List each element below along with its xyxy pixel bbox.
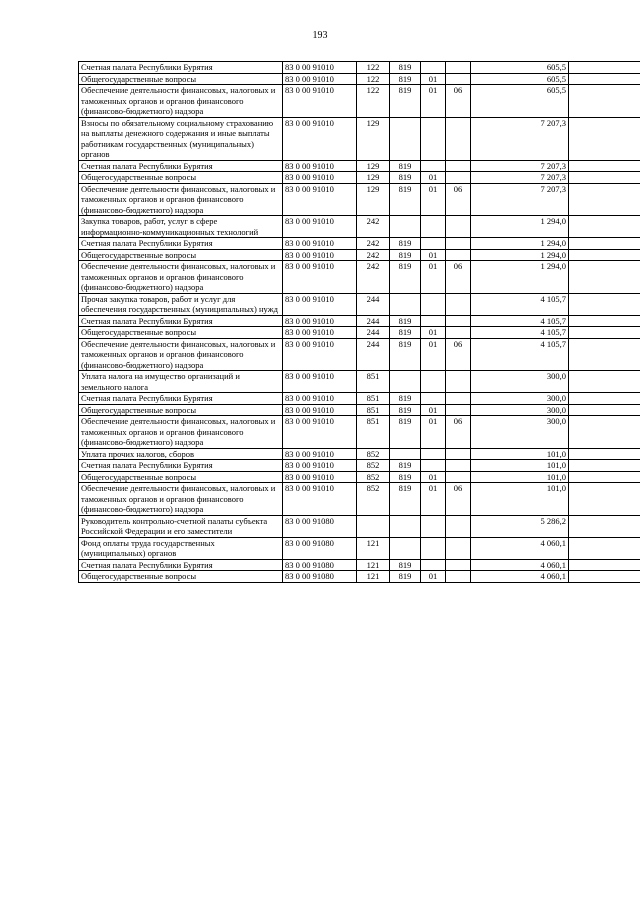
- row-rz-cell: 01: [421, 571, 446, 583]
- row-csr-cell: 83 0 00 91010: [283, 249, 357, 261]
- row-prz-cell: 06: [446, 183, 471, 216]
- row-adm-cell: 819: [390, 183, 421, 216]
- row-vr-cell: 852: [357, 483, 390, 516]
- row-csr-cell: 83 0 00 91080: [283, 537, 357, 559]
- table-row: [79, 483, 640, 516]
- row-vr-cell: 852: [357, 460, 390, 472]
- row-prz-cell: [446, 537, 471, 559]
- table-row: [79, 117, 640, 160]
- table-row: [79, 338, 640, 371]
- row-rz-cell: 01: [421, 483, 446, 516]
- row-empty-cell: [569, 117, 640, 160]
- row-csr-cell: 83 0 00 91010: [283, 404, 357, 416]
- row-sum-cell: 4 105,7: [471, 338, 569, 371]
- row-rz-cell: 01: [421, 327, 446, 339]
- row-csr-cell: 83 0 00 91010: [283, 172, 357, 184]
- row-rz-cell: [421, 160, 446, 172]
- row-adm-cell: 819: [390, 460, 421, 472]
- table-row: [79, 515, 640, 537]
- row-vr-cell: 121: [357, 571, 390, 583]
- row-prz-cell: [446, 404, 471, 416]
- row-name-cell: Закупка товаров, работ, услуг в сфере информационно-коммуникационных технологий: [79, 216, 283, 238]
- row-rz-cell: 01: [421, 73, 446, 85]
- row-name-cell: Общегосударственные вопросы: [79, 73, 283, 85]
- table-row: [79, 571, 640, 583]
- row-rz-cell: [421, 238, 446, 250]
- row-adm-cell: [390, 216, 421, 238]
- row-adm-cell: [390, 117, 421, 160]
- row-rz-cell: [421, 515, 446, 537]
- row-rz-cell: [421, 293, 446, 315]
- row-empty-cell: [569, 460, 640, 472]
- row-adm-cell: [390, 371, 421, 393]
- row-name-cell: Прочая закупка товаров, работ и услуг для обеспечения государственных (муниципальных) нужд: [79, 293, 283, 315]
- row-prz-cell: [446, 460, 471, 472]
- row-sum-cell: 1 294,0: [471, 238, 569, 250]
- table-row: [79, 416, 640, 449]
- row-prz-cell: [446, 73, 471, 85]
- row-vr-cell: 129: [357, 183, 390, 216]
- row-csr-cell: 83 0 00 91010: [283, 471, 357, 483]
- row-empty-cell: [569, 85, 640, 118]
- row-rz-cell: [421, 315, 446, 327]
- row-sum-cell: 4 105,7: [471, 315, 569, 327]
- row-csr-cell: 83 0 00 91010: [283, 448, 357, 460]
- row-name-cell: Общегосударственные вопросы: [79, 471, 283, 483]
- row-rz-cell: 01: [421, 261, 446, 294]
- row-name-cell: Общегосударственные вопросы: [79, 327, 283, 339]
- row-csr-cell: 83 0 00 91010: [283, 73, 357, 85]
- row-csr-cell: 83 0 00 91010: [283, 261, 357, 294]
- row-vr-cell: 851: [357, 404, 390, 416]
- budget-table: [78, 61, 640, 583]
- row-prz-cell: [446, 393, 471, 405]
- row-vr-cell: 129: [357, 160, 390, 172]
- row-csr-cell: 83 0 00 91080: [283, 515, 357, 537]
- row-rz-cell: [421, 216, 446, 238]
- row-empty-cell: [569, 559, 640, 571]
- row-csr-cell: 83 0 00 91010: [283, 315, 357, 327]
- page-number: 193: [312, 30, 328, 41]
- row-name-cell: Общегосударственные вопросы: [79, 172, 283, 184]
- row-adm-cell: [390, 448, 421, 460]
- row-empty-cell: [569, 160, 640, 172]
- row-csr-cell: 83 0 00 91010: [283, 216, 357, 238]
- table-row: [79, 537, 640, 559]
- table-row: [79, 293, 640, 315]
- row-empty-cell: [569, 515, 640, 537]
- row-csr-cell: 83 0 00 91010: [283, 416, 357, 449]
- row-empty-cell: [569, 216, 640, 238]
- row-sum-cell: 605,5: [471, 85, 569, 118]
- row-empty-cell: [569, 448, 640, 460]
- row-rz-cell: [421, 62, 446, 74]
- row-vr-cell: 129: [357, 172, 390, 184]
- row-adm-cell: 819: [390, 85, 421, 118]
- row-adm-cell: [390, 515, 421, 537]
- row-vr-cell: 122: [357, 73, 390, 85]
- row-vr-cell: 851: [357, 416, 390, 449]
- row-vr-cell: 244: [357, 293, 390, 315]
- table-row: [79, 238, 640, 250]
- row-rz-cell: [421, 371, 446, 393]
- table-row: [79, 327, 640, 339]
- row-csr-cell: 83 0 00 91010: [283, 183, 357, 216]
- row-rz-cell: 01: [421, 85, 446, 118]
- table-row: [79, 448, 640, 460]
- row-prz-cell: [446, 249, 471, 261]
- row-sum-cell: 101,0: [471, 471, 569, 483]
- row-rz-cell: [421, 559, 446, 571]
- row-csr-cell: 83 0 00 91080: [283, 559, 357, 571]
- row-sum-cell: 4 105,7: [471, 327, 569, 339]
- row-empty-cell: [569, 393, 640, 405]
- row-prz-cell: [446, 559, 471, 571]
- row-rz-cell: [421, 448, 446, 460]
- row-vr-cell: 851: [357, 393, 390, 405]
- row-name-cell: Обеспечение деятельности финансовых, налоговых и таможенных органов и органов финансового (финансово-бюджетного) надзора: [79, 183, 283, 216]
- row-vr-cell: 244: [357, 327, 390, 339]
- row-prz-cell: [446, 327, 471, 339]
- row-prz-cell: [446, 448, 471, 460]
- table-row: [79, 85, 640, 118]
- row-rz-cell: 01: [421, 338, 446, 371]
- row-adm-cell: 819: [390, 416, 421, 449]
- row-prz-cell: [446, 117, 471, 160]
- row-rz-cell: [421, 537, 446, 559]
- budget-table-body: [79, 62, 640, 583]
- row-prz-cell: 06: [446, 261, 471, 294]
- row-adm-cell: 819: [390, 62, 421, 74]
- row-name-cell: Счетная палата Республики Бурятия: [79, 460, 283, 472]
- row-csr-cell: 83 0 00 91010: [283, 160, 357, 172]
- row-vr-cell: 242: [357, 216, 390, 238]
- row-vr-cell: 852: [357, 471, 390, 483]
- row-name-cell: Общегосударственные вопросы: [79, 571, 283, 583]
- row-name-cell: Счетная палата Республики Бурятия: [79, 393, 283, 405]
- table-row: [79, 460, 640, 472]
- row-name-cell: Обеспечение деятельности финансовых, налоговых и таможенных органов и органов финансового (финансово-бюджетного) надзора: [79, 416, 283, 449]
- row-adm-cell: 819: [390, 261, 421, 294]
- row-adm-cell: 819: [390, 571, 421, 583]
- row-empty-cell: [569, 172, 640, 184]
- row-vr-cell: 121: [357, 537, 390, 559]
- row-rz-cell: [421, 393, 446, 405]
- row-name-cell: Обеспечение деятельности финансовых, налоговых и таможенных органов и органов финансового (финансово-бюджетного) надзора: [79, 338, 283, 371]
- row-empty-cell: [569, 315, 640, 327]
- row-sum-cell: 7 207,3: [471, 183, 569, 216]
- row-sum-cell: 300,0: [471, 393, 569, 405]
- row-sum-cell: 1 294,0: [471, 261, 569, 294]
- row-sum-cell: 300,0: [471, 371, 569, 393]
- row-empty-cell: [569, 238, 640, 250]
- row-prz-cell: [446, 62, 471, 74]
- row-name-cell: Счетная палата Республики Бурятия: [79, 559, 283, 571]
- row-name-cell: Руководитель контрольно-счетной палаты субъекта Российской Федерации и его заместители: [79, 515, 283, 537]
- row-vr-cell: 244: [357, 338, 390, 371]
- row-empty-cell: [569, 183, 640, 216]
- row-prz-cell: 06: [446, 416, 471, 449]
- row-rz-cell: 01: [421, 183, 446, 216]
- row-csr-cell: 83 0 00 91010: [283, 327, 357, 339]
- row-rz-cell: [421, 460, 446, 472]
- row-vr-cell: 122: [357, 85, 390, 118]
- row-empty-cell: [569, 249, 640, 261]
- row-rz-cell: 01: [421, 416, 446, 449]
- row-rz-cell: 01: [421, 249, 446, 261]
- row-empty-cell: [569, 73, 640, 85]
- row-prz-cell: [446, 172, 471, 184]
- row-empty-cell: [569, 338, 640, 371]
- row-sum-cell: 101,0: [471, 448, 569, 460]
- row-rz-cell: 01: [421, 471, 446, 483]
- row-adm-cell: 819: [390, 238, 421, 250]
- row-prz-cell: [446, 571, 471, 583]
- row-vr-cell: 244: [357, 315, 390, 327]
- row-csr-cell: 83 0 00 91010: [283, 85, 357, 118]
- row-csr-cell: 83 0 00 91010: [283, 293, 357, 315]
- row-name-cell: Счетная палата Республики Бурятия: [79, 238, 283, 250]
- row-prz-cell: 06: [446, 483, 471, 516]
- row-prz-cell: [446, 371, 471, 393]
- row-sum-cell: 605,5: [471, 73, 569, 85]
- row-csr-cell: 83 0 00 91010: [283, 371, 357, 393]
- row-vr-cell: 242: [357, 238, 390, 250]
- table-row: [79, 160, 640, 172]
- row-adm-cell: 819: [390, 393, 421, 405]
- row-sum-cell: 101,0: [471, 483, 569, 516]
- row-rz-cell: 01: [421, 172, 446, 184]
- row-adm-cell: 819: [390, 471, 421, 483]
- table-row: [79, 315, 640, 327]
- table-row: [79, 471, 640, 483]
- row-rz-cell: 01: [421, 404, 446, 416]
- row-sum-cell: 4 060,1: [471, 559, 569, 571]
- table-row: [79, 393, 640, 405]
- row-adm-cell: 819: [390, 73, 421, 85]
- row-name-cell: Общегосударственные вопросы: [79, 404, 283, 416]
- row-vr-cell: 122: [357, 62, 390, 74]
- row-adm-cell: 819: [390, 404, 421, 416]
- row-csr-cell: 83 0 00 91080: [283, 571, 357, 583]
- row-sum-cell: 300,0: [471, 404, 569, 416]
- row-prz-cell: [446, 471, 471, 483]
- row-sum-cell: 5 286,2: [471, 515, 569, 537]
- row-prz-cell: [446, 293, 471, 315]
- row-empty-cell: [569, 293, 640, 315]
- row-name-cell: Счетная палата Республики Бурятия: [79, 160, 283, 172]
- table-row: [79, 261, 640, 294]
- row-prz-cell: [446, 515, 471, 537]
- table-row: [79, 183, 640, 216]
- row-vr-cell: 851: [357, 371, 390, 393]
- row-adm-cell: 819: [390, 172, 421, 184]
- row-empty-cell: [569, 261, 640, 294]
- row-name-cell: Обеспечение деятельности финансовых, налоговых и таможенных органов и органов финансового (финансово-бюджетного) надзора: [79, 85, 283, 118]
- row-sum-cell: 101,0: [471, 460, 569, 472]
- row-csr-cell: 83 0 00 91010: [283, 117, 357, 160]
- row-sum-cell: 4 105,7: [471, 293, 569, 315]
- row-csr-cell: 83 0 00 91010: [283, 483, 357, 516]
- table-row: [79, 404, 640, 416]
- row-csr-cell: 83 0 00 91010: [283, 62, 357, 74]
- row-adm-cell: [390, 293, 421, 315]
- row-adm-cell: [390, 537, 421, 559]
- row-adm-cell: 819: [390, 315, 421, 327]
- row-vr-cell: 129: [357, 117, 390, 160]
- row-name-cell: Взносы по обязательному социальному страхованию на выплаты денежного содержания и иные выплаты работникам государственных (муниципальных) органов: [79, 117, 283, 160]
- row-prz-cell: [446, 315, 471, 327]
- row-sum-cell: 605,5: [471, 62, 569, 74]
- table-row: [79, 216, 640, 238]
- row-adm-cell: 819: [390, 338, 421, 371]
- row-empty-cell: [569, 404, 640, 416]
- row-prz-cell: [446, 160, 471, 172]
- row-adm-cell: 819: [390, 327, 421, 339]
- row-sum-cell: 7 207,3: [471, 117, 569, 160]
- table-row: [79, 249, 640, 261]
- row-name-cell: Счетная палата Республики Бурятия: [79, 62, 283, 74]
- row-vr-cell: 242: [357, 249, 390, 261]
- row-csr-cell: 83 0 00 91010: [283, 338, 357, 371]
- row-adm-cell: 819: [390, 249, 421, 261]
- row-prz-cell: [446, 216, 471, 238]
- table-row: [79, 559, 640, 571]
- row-sum-cell: 4 060,1: [471, 537, 569, 559]
- row-empty-cell: [569, 62, 640, 74]
- row-csr-cell: 83 0 00 91010: [283, 393, 357, 405]
- row-empty-cell: [569, 483, 640, 516]
- row-rz-cell: [421, 117, 446, 160]
- table-row: [79, 62, 640, 74]
- row-adm-cell: 819: [390, 559, 421, 571]
- row-sum-cell: 1 294,0: [471, 216, 569, 238]
- row-prz-cell: [446, 238, 471, 250]
- row-sum-cell: 4 060,1: [471, 571, 569, 583]
- row-name-cell: Обеспечение деятельности финансовых, налоговых и таможенных органов и органов финансового (финансово-бюджетного) надзора: [79, 261, 283, 294]
- row-vr-cell: 121: [357, 559, 390, 571]
- row-prz-cell: 06: [446, 85, 471, 118]
- row-adm-cell: 819: [390, 160, 421, 172]
- row-sum-cell: 7 207,3: [471, 160, 569, 172]
- table-row: [79, 172, 640, 184]
- row-csr-cell: 83 0 00 91010: [283, 460, 357, 472]
- row-adm-cell: 819: [390, 483, 421, 516]
- row-empty-cell: [569, 471, 640, 483]
- row-name-cell: Счетная палата Республики Бурятия: [79, 315, 283, 327]
- row-name-cell: Обеспечение деятельности финансовых, налоговых и таможенных органов и органов финансового (финансово-бюджетного) надзора: [79, 483, 283, 516]
- row-empty-cell: [569, 537, 640, 559]
- row-name-cell: Фонд оплаты труда государственных (муниципальных) органов: [79, 537, 283, 559]
- row-vr-cell: 852: [357, 448, 390, 460]
- row-name-cell: Общегосударственные вопросы: [79, 249, 283, 261]
- row-empty-cell: [569, 327, 640, 339]
- table-row: [79, 371, 640, 393]
- row-sum-cell: 7 207,3: [471, 172, 569, 184]
- row-name-cell: Уплата налога на имущество организаций и земельного налога: [79, 371, 283, 393]
- row-sum-cell: 300,0: [471, 416, 569, 449]
- row-csr-cell: 83 0 00 91010: [283, 238, 357, 250]
- row-empty-cell: [569, 371, 640, 393]
- table-row: [79, 73, 640, 85]
- row-prz-cell: 06: [446, 338, 471, 371]
- row-empty-cell: [569, 416, 640, 449]
- row-name-cell: Уплата прочих налогов, сборов: [79, 448, 283, 460]
- row-sum-cell: 1 294,0: [471, 249, 569, 261]
- row-vr-cell: [357, 515, 390, 537]
- row-vr-cell: 242: [357, 261, 390, 294]
- row-empty-cell: [569, 571, 640, 583]
